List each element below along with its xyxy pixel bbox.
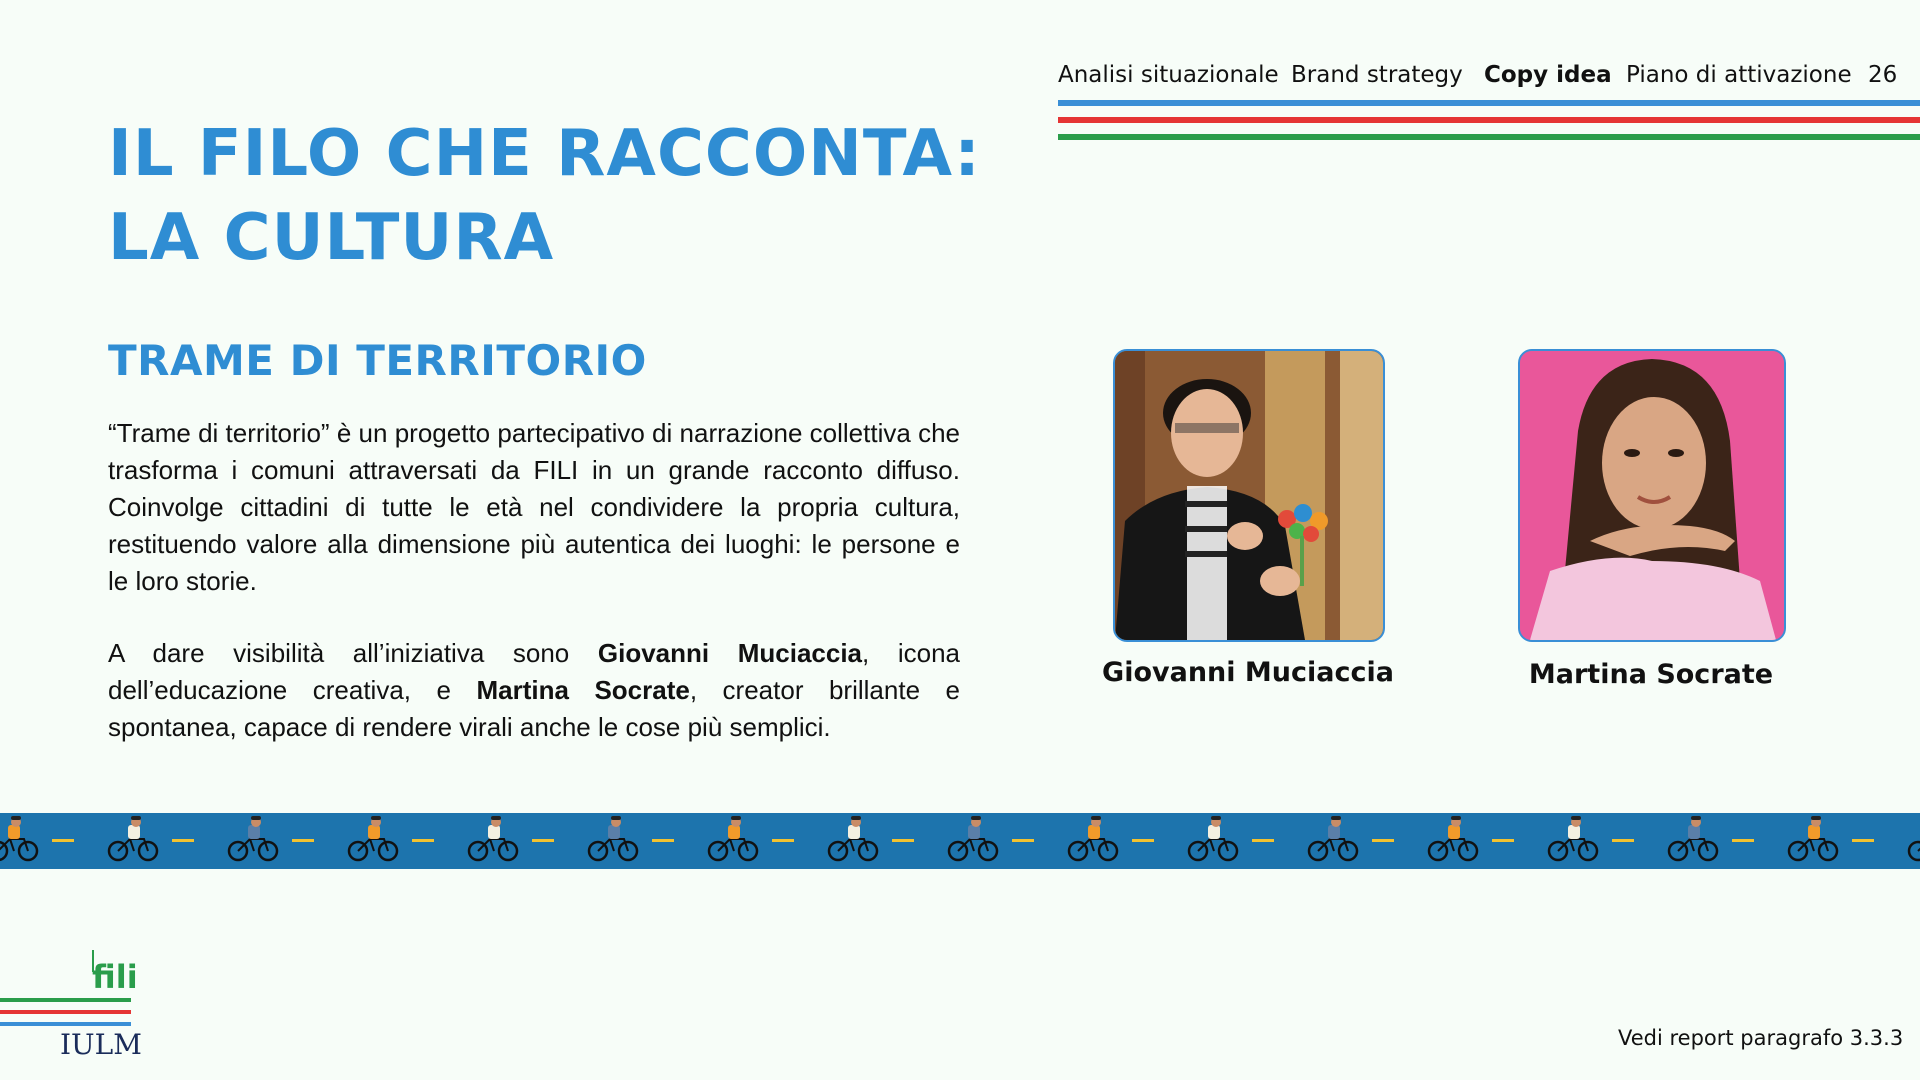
iulm-logo: IULM [60, 1028, 142, 1061]
caption-giovanni: Giovanni Muciaccia [1102, 657, 1394, 688]
cyclist-icon [109, 816, 157, 860]
road-dash [1732, 839, 1754, 842]
para2-name-martina: Martina Socrate [476, 675, 690, 705]
page-number: 26 [1868, 62, 1898, 88]
header-stripe-green [1058, 134, 1920, 140]
para2-text-3: , creator brillante e spontanea, capace di rendere virali anche le cose più semplici. [108, 675, 960, 742]
cyclist-icon [1429, 816, 1477, 860]
photo-giovanni-muciaccia [1113, 349, 1385, 642]
cyclist-icon [589, 816, 637, 860]
header-stripe-red [1058, 117, 1920, 123]
road-dash [532, 839, 554, 842]
page-title-line1: IL FILO CHE RACCONTA: [108, 117, 981, 191]
road-dash [1252, 839, 1274, 842]
para2-text-2: , icona dell’educazione creativa, e [108, 638, 961, 705]
photo-martina-socrate [1518, 349, 1786, 642]
cyclist-icon [349, 816, 397, 860]
road-dash [1612, 839, 1634, 842]
nav-item-piano[interactable]: Piano di attivazione [1626, 62, 1852, 88]
testimonials-paragraph [108, 635, 960, 746]
road-dash [772, 839, 794, 842]
caption-martina: Martina Socrate [1528, 659, 1774, 690]
road-dash [652, 839, 674, 842]
road-dash [1132, 839, 1154, 842]
page-title-line2: LA CULTURA [108, 201, 555, 275]
intro-paragraph: “Trame di territorio” è un progetto partecipativo di narrazione collettiva che trasforma i comuni attraversati da FILI in un grande racconto diffuso. Coinvolge cittadini di tutte le età nel condividere la propria cultura, restituendo valore alla dimensione più autentica dei luoghi: le persone e le loro storie. [108, 418, 960, 596]
cyclist-icon [1789, 816, 1837, 860]
section-subtitle: TRAME DI TERRITORIO [108, 336, 647, 385]
road-dash [292, 839, 314, 842]
logo-stripe-red [0, 1010, 131, 1014]
cyclist-icon [1069, 816, 1117, 860]
cyclist-icon [949, 816, 997, 860]
cyclist-icon [829, 816, 877, 860]
portrait-woman-illustration [1520, 351, 1784, 640]
cyclist-icon [1549, 816, 1597, 860]
nav-item-analisi[interactable]: Analisi situazionale [1058, 62, 1279, 88]
nav-item-copy-idea[interactable]: Copy idea [1484, 62, 1612, 88]
cyclist-pattern [0, 813, 1920, 869]
footer-note: Vedi report paragrafo 3.3.3 [1618, 1026, 1904, 1050]
road-dash [52, 839, 74, 842]
section-nav [1058, 62, 1898, 92]
para2-name-giovanni: Giovanni Muciaccia [597, 638, 863, 668]
cyclist-icon [1189, 816, 1237, 860]
road-dash [172, 839, 194, 842]
portrait-man-illustration [1115, 351, 1383, 640]
cyclist-icon [0, 816, 37, 860]
cyclist-icon [229, 816, 277, 860]
cyclist-icon [469, 816, 517, 860]
nav-item-brand-strategy[interactable]: Brand strategy [1291, 62, 1463, 88]
road-dash [412, 839, 434, 842]
road-dash [1012, 839, 1034, 842]
header-stripe-blue [1058, 100, 1920, 106]
road-dash [1492, 839, 1514, 842]
logo-stripe-blue [0, 1022, 131, 1026]
page-title [108, 112, 981, 280]
cyclist-icon [1909, 816, 1920, 860]
road-dash [892, 839, 914, 842]
road-dash [1372, 839, 1394, 842]
cyclist-icon [709, 816, 757, 860]
cyclist-banner [0, 813, 1920, 869]
logo-stripe-green [0, 998, 131, 1002]
road-dash [1852, 839, 1874, 842]
cyclist-icon [1309, 816, 1357, 860]
cyclist-icon [1669, 816, 1717, 860]
para2-text-1: A dare visibilità all’iniziativa sono [108, 638, 598, 668]
fili-logo: fili [92, 958, 138, 996]
